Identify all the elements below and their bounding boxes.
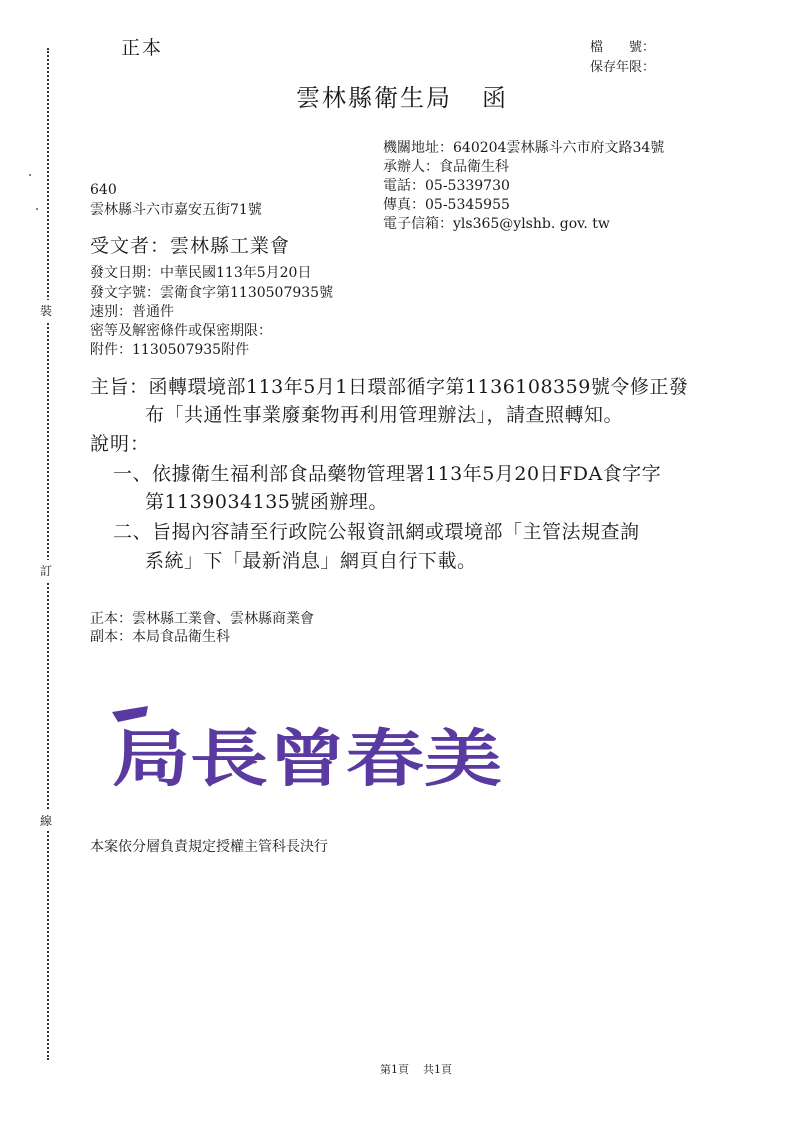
binding-mark-xian: 線 (40, 810, 52, 831)
security-classification: 密等及解密條件或保密期限： (90, 323, 272, 339)
issue-date: 發文日期：中華民國113年5月20日 (90, 265, 312, 281)
subject-line-1: 主旨：函轉環境部113年5月1日環部循字第1136108359號令修正發 (90, 376, 689, 398)
explanation-item-2-line-1: 二、旨揭內容請至行政院公報資訊網或環境部「主管法規查詢 (113, 521, 640, 543)
recipient-address: 雲林縣斗六市嘉安五街71號 (90, 202, 262, 218)
agency-address: 機關地址：640204雲林縣斗六市府文路34號 (383, 140, 665, 156)
subject-line-2: 布「共通性事業廢棄物再利用管理辦法」，請查照轉知。 (145, 404, 624, 426)
page-total: 共1頁 (423, 1063, 452, 1076)
scan-speck (36, 208, 38, 210)
distribution-original: 正本：雲林縣工業會、雲林縣商業會 (90, 611, 314, 627)
attachment-info: 附件：1130507935附件 (90, 342, 250, 358)
explanation-label: 說明： (90, 433, 151, 455)
authorization-note: 本案依分層負責規定授權主管科長決行 (90, 839, 328, 855)
agency-email: 電子信箱：yls365@ylshb. gov. tw (383, 216, 610, 232)
delivery-speed: 速別：普通件 (90, 304, 174, 320)
agency-name: 雲林縣衛生局 (296, 84, 452, 112)
agency-fax: 傳真：05-5345955 (383, 197, 510, 213)
director-signature (108, 700, 508, 790)
page-footer (380, 1063, 452, 1077)
signature-stamp-graphic (108, 700, 508, 790)
document-number: 發文字號：雲衛食字第1130507935號 (90, 285, 334, 301)
binding-line (47, 48, 49, 1060)
explanation-item-1-line-2: 第1139034135號函辦理。 (145, 491, 388, 513)
page-title (296, 84, 508, 112)
binding-mark-zhuang: 裝 (40, 300, 52, 321)
binding-mark-ding: 訂 (40, 560, 52, 581)
signature-text: 局長曾春美 (112, 722, 502, 790)
explanation-item-1-line-1: 一、依據衛生福利部食品藥物管理署113年5月20日FDA食字字 (113, 463, 662, 485)
scan-speck (29, 174, 31, 176)
signature-brush-stroke (112, 706, 148, 722)
agency-handler: 承辦人：食品衛生科 (383, 159, 509, 175)
page-number: 第1頁 (380, 1063, 409, 1076)
file-number-label: 檔 號： (590, 40, 656, 55)
recipient-zip: 640 (90, 182, 117, 198)
explanation-item-2-line-2: 系統」下「最新消息」網頁自行下載。 (145, 550, 477, 572)
recipient-line: 受文者：雲林縣工業會 (90, 235, 291, 257)
retention-period-label: 保存年限： (590, 60, 656, 75)
doc-type: 函 (482, 84, 508, 112)
agency-phone: 電話：05-5339730 (383, 178, 510, 194)
distribution-copy: 副本：本局食品衛生科 (90, 629, 230, 645)
copy-type-label: 正本 (121, 37, 164, 59)
